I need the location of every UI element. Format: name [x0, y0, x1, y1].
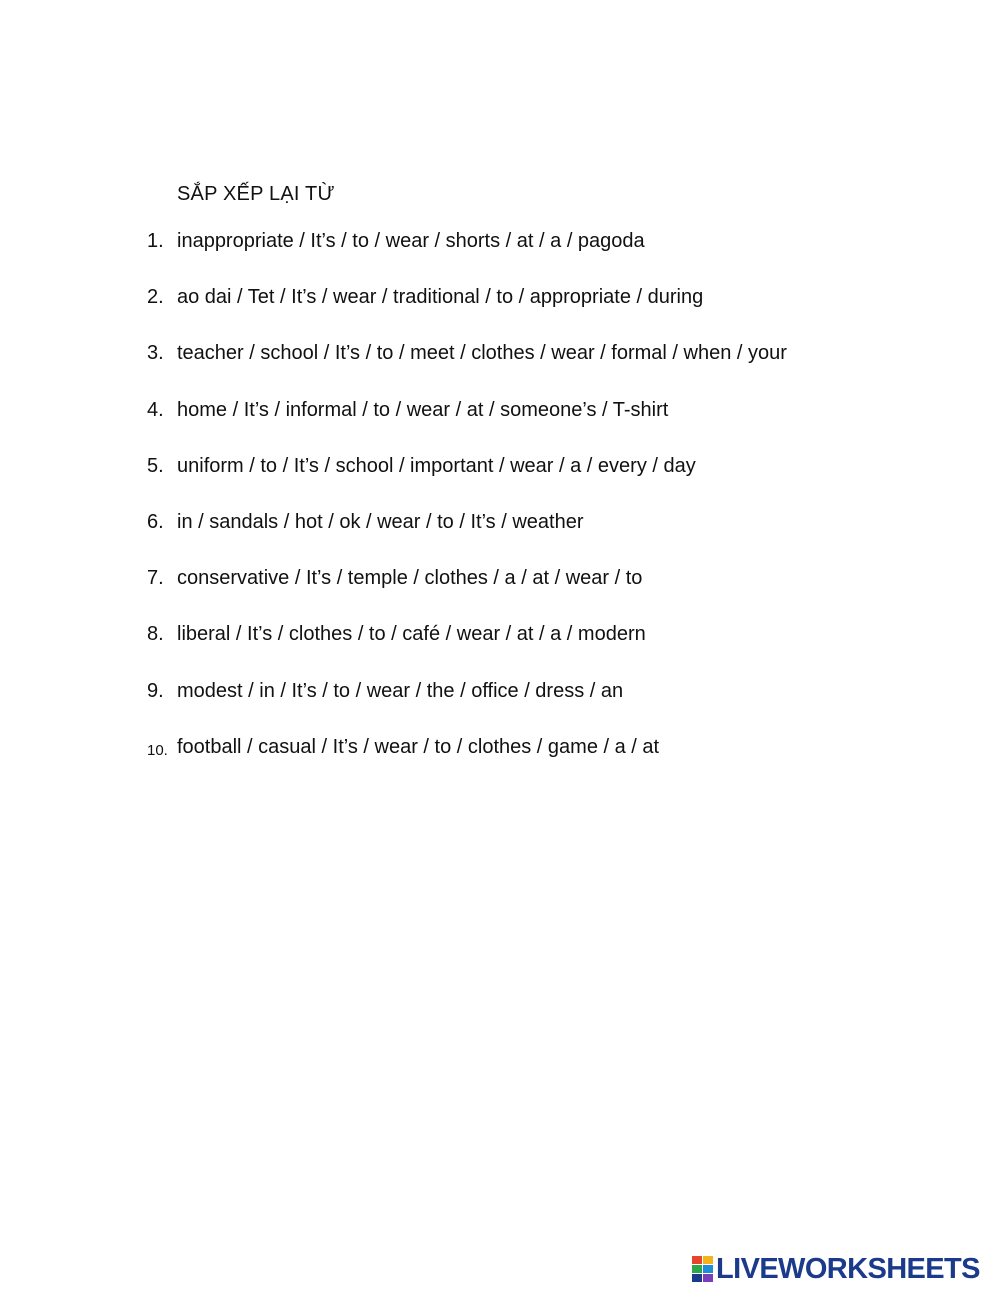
item-words: uniform / to / It’s / school / important / wear / a / every / day [177, 454, 696, 477]
item-words: home / It’s / informal / to / wear / at / someone’s / T-shirt [177, 398, 669, 421]
item-number: 9. [147, 679, 164, 702]
exercise-item [0, 509, 1000, 565]
exercise-item [0, 228, 1000, 284]
liveworksheets-logo[interactable] [692, 1252, 980, 1286]
exercise-item [0, 284, 1000, 340]
exercise-item [0, 340, 1000, 396]
item-words: football / casual / It’s / wear / to / clothes / game / a / at [177, 735, 660, 758]
item-words: in / sandals / hot / ok / wear / to / It’s / weather [177, 510, 584, 533]
exercise-item [0, 621, 1000, 677]
item-words: inappropriate / It’s / to / wear / shorts / at / a / pagoda [177, 230, 645, 252]
logo-text: LIVEWORKSHEETS [716, 1253, 980, 1285]
liveworksheets-logo-icon [692, 1256, 714, 1282]
item-number: 8. [147, 623, 164, 646]
exercise-item [0, 565, 1000, 621]
item-number: 1. [147, 230, 164, 252]
item-words: modest / in / It’s / to / wear / the / office / dress / an [177, 679, 624, 702]
exercise-item [0, 453, 1000, 509]
exercise-list [0, 228, 1000, 790]
item-number: 4. [147, 398, 164, 421]
item-number: 6. [147, 510, 164, 533]
item-number: 2. [147, 286, 164, 309]
exercise-item [0, 678, 1000, 734]
item-words: liberal / It’s / clothes / to / café / wear / at / a / modern [177, 623, 646, 646]
item-words: ao dai / Tet / It’s / wear / traditional / to / appropriate / during [177, 286, 704, 309]
item-number: 3. [147, 342, 164, 365]
worksheet-title: SẮP XẾP LẠI TỪ [177, 183, 335, 205]
item-words: conservative / It’s / temple / clothes / a / at / wear / to [177, 567, 643, 590]
item-words: teacher / school / It’s / to / meet / clothes / wear / formal / when / your [177, 342, 787, 365]
exercise-item [0, 734, 1000, 790]
exercise-item [0, 397, 1000, 453]
item-number: 7. [147, 567, 164, 590]
item-number: 10. [147, 741, 168, 759]
item-number: 5. [147, 454, 164, 477]
